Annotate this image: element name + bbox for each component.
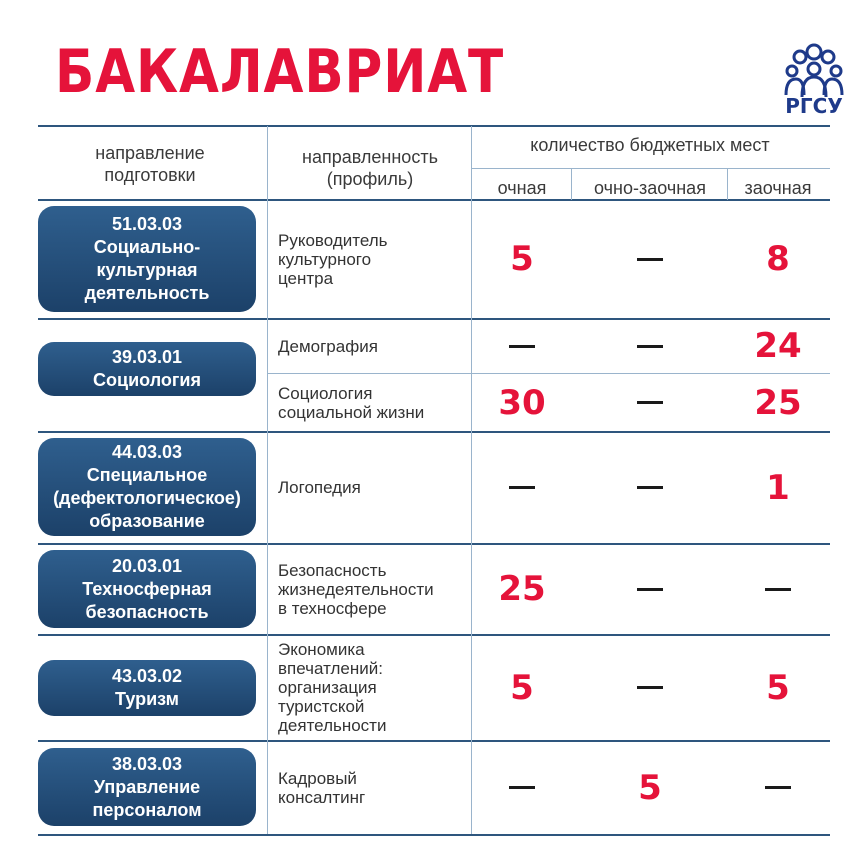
direction-box: 51.03.03 Социально- культурная деятельность	[38, 206, 256, 312]
places-count-value: 5	[510, 239, 534, 279]
direction-box: 39.03.01 Социология	[38, 342, 256, 396]
no-places-dash	[572, 319, 728, 373]
no-places-dash	[572, 544, 728, 634]
direction-box: 43.03.02 Туризм	[38, 660, 256, 716]
dash-mark	[509, 786, 535, 789]
profile-cell: Логопедия	[278, 478, 361, 497]
no-places-dash	[472, 741, 572, 834]
header-profile: направленность (профиль)	[302, 147, 438, 189]
places-count	[472, 374, 572, 431]
no-places-dash	[572, 374, 728, 431]
places-count-value: 24	[754, 326, 802, 366]
places-count-value: 5	[766, 667, 790, 708]
profile-cell: Демография	[278, 336, 378, 356]
places-count-value: 25	[754, 382, 802, 423]
logo-text: РГСУ	[785, 94, 843, 118]
places-count-value: 1	[766, 467, 790, 508]
dash-mark	[637, 588, 663, 591]
no-places-dash	[472, 319, 572, 373]
header-form-part-time: очно-заочная	[594, 178, 706, 198]
no-places-dash	[572, 200, 728, 318]
header-direction: направление подготовки	[95, 143, 205, 185]
col-line	[727, 169, 728, 200]
profile-cell: Безопасность жизнедеятельности в техносфере	[278, 560, 434, 618]
places-count	[728, 374, 828, 431]
header-places: количество бюджетных мест	[530, 135, 770, 155]
col-line	[267, 126, 268, 834]
dash-mark	[509, 486, 535, 489]
places-count	[728, 635, 828, 740]
no-places-dash	[728, 544, 828, 634]
row-line	[38, 834, 830, 836]
places-count	[728, 319, 828, 373]
profile-cell: Кадровый консалтинг	[278, 768, 366, 807]
dash-mark	[637, 401, 663, 404]
profile-cell: Руководитель культурного центра	[278, 230, 388, 288]
places-count	[728, 200, 828, 318]
col-line	[571, 169, 572, 200]
profile-cell: Социология социальной жизни	[278, 383, 425, 422]
places-count	[472, 200, 572, 318]
places-count	[472, 635, 572, 740]
dash-mark	[637, 258, 663, 261]
no-places-dash	[572, 432, 728, 543]
dash-mark	[637, 686, 663, 689]
dash-mark	[509, 345, 535, 348]
dash-mark	[637, 486, 663, 489]
header-form-full-time: очная	[497, 178, 547, 198]
dash-mark	[765, 786, 791, 789]
places-count-value: 25	[498, 569, 546, 609]
direction-box: 20.03.01 Техносферная безопасность	[38, 550, 256, 628]
places-count	[572, 741, 728, 834]
dash-mark	[765, 588, 791, 591]
no-places-dash	[472, 432, 572, 543]
header-top-line	[38, 125, 830, 127]
dash-mark	[637, 345, 663, 348]
no-places-dash	[728, 741, 828, 834]
places-count-value: 8	[766, 239, 790, 279]
places-count-value: 5	[638, 767, 662, 808]
places-count-value: 5	[510, 667, 534, 708]
profile-cell: Экономика впечатлений: организация туристской деятельности	[278, 640, 387, 735]
direction-box: 44.03.03 Специальное (дефектологическое) образование	[38, 438, 256, 536]
header-places-line	[472, 168, 830, 169]
direction-box: 38.03.03 Управление персоналом	[38, 748, 256, 826]
places-count	[728, 432, 828, 543]
places-count-value: 30	[498, 382, 546, 423]
no-places-dash	[572, 635, 728, 740]
page-title: БАКАЛАВРИАТ	[55, 37, 505, 107]
header-form-extramural: заочная	[744, 178, 812, 198]
places-count	[472, 544, 572, 634]
